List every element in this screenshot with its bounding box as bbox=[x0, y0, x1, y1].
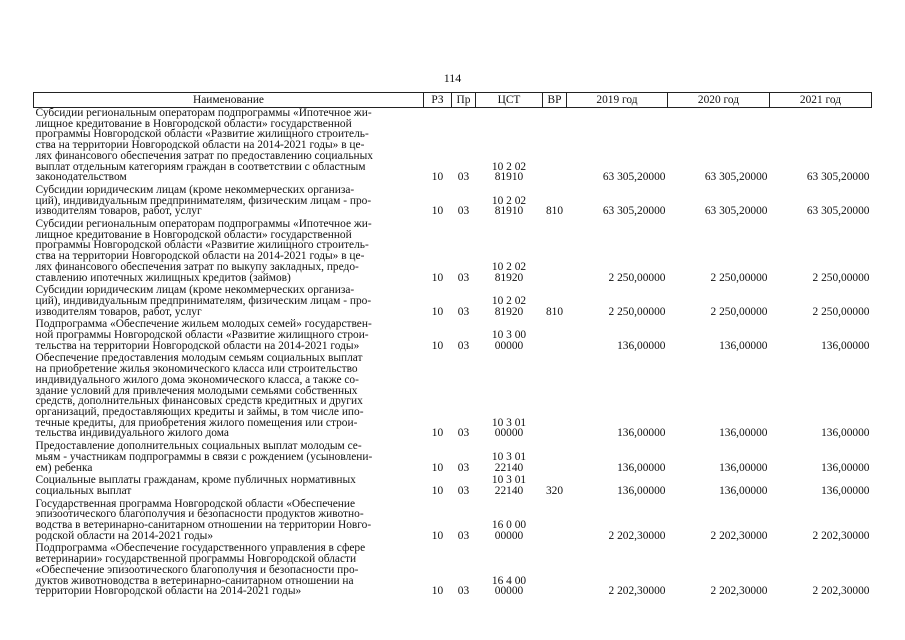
row-name-line: Предоставление дополнительных социальных выплат молодым се- bbox=[35, 440, 362, 453]
cell-rz: 10 bbox=[431, 271, 444, 284]
row-name-line: водства в ветеринарно-санитарном отношении на территории Новго- bbox=[35, 519, 372, 532]
cell-vr bbox=[543, 499, 567, 544]
cell-rz: 10 bbox=[431, 427, 444, 440]
cell-2019: 2 202,30000 bbox=[608, 585, 666, 598]
column-header-2020: 2020 год bbox=[668, 93, 770, 108]
cell-rz: 10 bbox=[431, 339, 444, 352]
cell-cst: 10 3 01 22140 bbox=[491, 474, 527, 497]
cell-rz: 10 bbox=[431, 171, 444, 184]
cell-2020: 2 202,30000 bbox=[710, 529, 768, 542]
row-name-line: ветеринарии» государственной программы Новгородской области bbox=[35, 553, 357, 566]
table-row bbox=[34, 219, 872, 285]
cell-vr bbox=[543, 543, 567, 599]
row-name-line: ций), индивидуальным предпринимателям, физическим лицам - про- bbox=[35, 294, 372, 307]
cell-pr: 03 bbox=[457, 461, 470, 474]
row-name-line: ства на территории Новгородской области на 2014-2021 годы» в це- bbox=[35, 139, 365, 152]
row-name-line: территории Новгородской области на 2014-2021 годы» bbox=[35, 585, 302, 598]
cell-pr: 03 bbox=[457, 529, 470, 542]
table-row bbox=[34, 285, 872, 319]
row-name-line: ной программы Новгородской области «Развитие жилищного строи- bbox=[35, 329, 369, 342]
column-header-rz: РЗ bbox=[424, 93, 452, 108]
cell-vr: 810 bbox=[545, 305, 564, 318]
cell-2021: 136,00000 bbox=[821, 427, 870, 440]
row-name-line: Обеспечение предоставления молодым семьям социальных выплат bbox=[35, 352, 363, 365]
row-name-line: течные кредиты, для приобретения жилого помещения или строи- bbox=[35, 416, 358, 429]
cell-rz: 10 bbox=[431, 529, 444, 542]
row-name-line: тельства на территории Новгородской области на 2014-2021 годы» bbox=[35, 339, 360, 352]
row-name-line: ций), индивидуальным предпринимателям, физическим лицам - про- bbox=[35, 194, 372, 207]
row-name bbox=[34, 285, 424, 319]
row-name bbox=[34, 441, 424, 475]
table-row bbox=[34, 319, 872, 353]
table-row bbox=[34, 441, 872, 475]
row-name-line: лищное кредитование в Новгородской области» государственной bbox=[35, 117, 352, 130]
column-header-name: Наименование bbox=[34, 93, 424, 108]
cell-2020: 136,00000 bbox=[719, 461, 768, 474]
cell-2020: 136,00000 bbox=[719, 427, 768, 440]
row-name-line: дуктов животноводства в ветеринарно-санитарном отношении на bbox=[35, 574, 354, 587]
row-name-line: здание условий для привлечения молодыми семьями собственных bbox=[35, 384, 358, 397]
row-name-line: Подпрограмма «Обеспечение жильем молодых семей» государствен- bbox=[35, 318, 372, 331]
cell-2021: 63 305,20000 bbox=[806, 205, 870, 218]
column-header-2019: 2019 год bbox=[567, 93, 668, 108]
cell-vr: 810 bbox=[545, 205, 564, 218]
cell-2019: 63 305,20000 bbox=[602, 171, 666, 184]
cell-2020: 136,00000 bbox=[719, 339, 768, 352]
column-header-pr: Пр bbox=[452, 93, 476, 108]
cell-2021: 136,00000 bbox=[821, 339, 870, 352]
cell-pr: 03 bbox=[457, 585, 470, 598]
cell-2021: 2 202,30000 bbox=[812, 529, 870, 542]
table-row bbox=[34, 543, 872, 599]
cell-cst: 16 0 00 00000 bbox=[491, 519, 527, 542]
cell-rz: 10 bbox=[431, 461, 444, 474]
cell-rz: 10 bbox=[431, 205, 444, 218]
cell-2019: 136,00000 bbox=[617, 461, 666, 474]
row-name bbox=[34, 185, 424, 219]
cell-2019: 2 202,30000 bbox=[608, 529, 666, 542]
cell-2019: 2 250,00000 bbox=[608, 305, 666, 318]
cell-2020: 63 305,20000 bbox=[704, 171, 768, 184]
row-name bbox=[34, 499, 424, 544]
row-name-line: ем) ребенка bbox=[35, 461, 93, 474]
cell-cst: 16 4 00 00000 bbox=[491, 574, 527, 598]
row-name-line: индивидуального жилого дома экономического класса, а также со- bbox=[35, 373, 359, 386]
cell-cst: 10 2 02 81910 bbox=[491, 160, 527, 184]
row-name-line: на приобретение жилья экономического класса или строительство bbox=[35, 363, 358, 376]
row-name-line: Социальные выплаты гражданам, кроме публичных нормативных bbox=[35, 474, 356, 487]
row-name-line: законодательством bbox=[35, 171, 127, 184]
row-name-line: программы Новгородской области «Развитие жилищного строитель- bbox=[35, 239, 369, 252]
cell-vr: 320 bbox=[545, 484, 564, 497]
column-header-cst: ЦСТ bbox=[476, 93, 543, 108]
row-name-line: родской области на 2014-2021 годы» bbox=[35, 529, 214, 542]
cell-cst: 10 2 02 81910 bbox=[491, 194, 527, 218]
cell-2020: 2 250,00000 bbox=[710, 271, 768, 284]
cell-pr: 03 bbox=[457, 205, 470, 218]
column-header-vr: ВР bbox=[543, 93, 567, 108]
row-name-line: эпизоотического благополучия и безопасности продуктов животно- bbox=[35, 508, 364, 521]
cell-pr: 03 bbox=[457, 339, 470, 352]
cell-2021: 136,00000 bbox=[821, 461, 870, 474]
row-name-line: средств, дополнительных финансовых средств кредитных и других bbox=[35, 395, 363, 408]
row-name-line: изводителям товаров, работ, услуг bbox=[35, 305, 202, 318]
cell-vr bbox=[543, 353, 567, 441]
row-name-line: выплат отдельным категориям граждан в соответствии с областным bbox=[35, 160, 366, 173]
cell-rz: 10 bbox=[431, 305, 444, 318]
table-row bbox=[34, 499, 872, 544]
row-name bbox=[34, 319, 424, 353]
cell-vr bbox=[543, 108, 567, 185]
cell-2019: 2 250,00000 bbox=[608, 271, 666, 284]
table-header-row bbox=[34, 93, 872, 108]
page-number: 114 bbox=[443, 71, 462, 85]
column-header-2021: 2021 год bbox=[770, 93, 872, 108]
row-name-line: тельства индивидуального жилого дома bbox=[35, 427, 229, 440]
cell-2020: 2 202,30000 bbox=[710, 585, 768, 598]
row-name-line: ства на территории Новгородской области на 2014-2021 годы» в це- bbox=[35, 250, 365, 263]
cell-vr bbox=[543, 219, 567, 285]
table-row bbox=[34, 108, 872, 185]
cell-cst: 10 3 00 00000 bbox=[491, 329, 527, 352]
row-name-line: Субсидии юридическим лицам (кроме некоммерческих организа- bbox=[35, 284, 355, 297]
cell-cst: 10 3 01 22140 bbox=[491, 450, 527, 474]
row-name bbox=[34, 108, 424, 185]
cell-cst: 10 2 02 81920 bbox=[491, 260, 527, 284]
row-name-line: лях финансового обеспечения затрат по выкупу закладных, предо- bbox=[35, 260, 359, 273]
cell-2020: 2 250,00000 bbox=[710, 305, 768, 318]
row-name-line: Субсидии региональным операторам подпрограммы «Ипотечное жи- bbox=[35, 107, 372, 119]
cell-rz: 10 bbox=[431, 484, 444, 497]
cell-vr bbox=[543, 441, 567, 475]
cell-2021: 63 305,20000 bbox=[806, 171, 870, 184]
row-name-line: лищное кредитование в Новгородской области» государственной bbox=[35, 228, 352, 241]
cell-cst: 10 2 02 81920 bbox=[491, 294, 527, 318]
row-name bbox=[34, 475, 424, 498]
row-name-line: программы Новгородской области «Развитие жилищного строитель- bbox=[35, 128, 369, 141]
cell-2019: 136,00000 bbox=[617, 427, 666, 440]
row-name-line: ставлению ипотечных жилищных кредитов (займов) bbox=[35, 271, 291, 284]
row-name bbox=[34, 543, 424, 599]
cell-2019: 136,00000 bbox=[617, 339, 666, 352]
cell-2020: 63 305,20000 bbox=[704, 205, 768, 218]
cell-cst: 10 3 01 00000 bbox=[491, 416, 527, 440]
row-name-line: Субсидии региональным операторам подпрограммы «Ипотечное жи- bbox=[35, 218, 372, 231]
row-name-line: мьям - участникам подпрограммы в связи с рождением (усыновлени- bbox=[35, 450, 373, 463]
cell-2020: 136,00000 bbox=[719, 484, 768, 497]
row-name-line: Государственная программа Новгородской области «Обеспечение bbox=[35, 497, 356, 510]
cell-2021: 136,00000 bbox=[821, 484, 870, 497]
row-name-line: Подпрограмма «Обеспечение государственного управления в сфере bbox=[35, 542, 366, 555]
row-name bbox=[34, 353, 424, 441]
budget-table bbox=[33, 92, 872, 599]
table-row bbox=[34, 475, 872, 498]
table-row bbox=[34, 353, 872, 441]
row-name-line: «Обеспечение эпизоотического благополучия и безопасности про- bbox=[35, 563, 359, 576]
cell-pr: 03 bbox=[457, 271, 470, 284]
row-name-line: социальных выплат bbox=[35, 484, 132, 497]
row-name bbox=[34, 219, 424, 285]
row-name-line: Субсидии юридическим лицам (кроме некоммерческих организа- bbox=[35, 183, 355, 196]
row-name-line: организаций, предоставляющих кредиты и займы, в том числе ипо- bbox=[35, 405, 364, 418]
cell-pr: 03 bbox=[457, 305, 470, 318]
cell-2019: 136,00000 bbox=[617, 484, 666, 497]
cell-pr: 03 bbox=[457, 171, 470, 184]
row-name-line: лях финансового обеспечения затрат по предоставлению социальных bbox=[35, 149, 373, 162]
cell-rz: 10 bbox=[431, 585, 444, 598]
cell-2019: 63 305,20000 bbox=[602, 205, 666, 218]
cell-2021: 2 250,00000 bbox=[812, 271, 870, 284]
cell-pr: 03 bbox=[457, 484, 470, 497]
cell-pr: 03 bbox=[457, 427, 470, 440]
cell-2021: 2 202,30000 bbox=[812, 585, 870, 598]
cell-vr bbox=[543, 319, 567, 353]
cell-2021: 2 250,00000 bbox=[812, 305, 870, 318]
table-row bbox=[34, 185, 872, 219]
row-name-line: изводителям товаров, работ, услуг bbox=[35, 205, 202, 218]
